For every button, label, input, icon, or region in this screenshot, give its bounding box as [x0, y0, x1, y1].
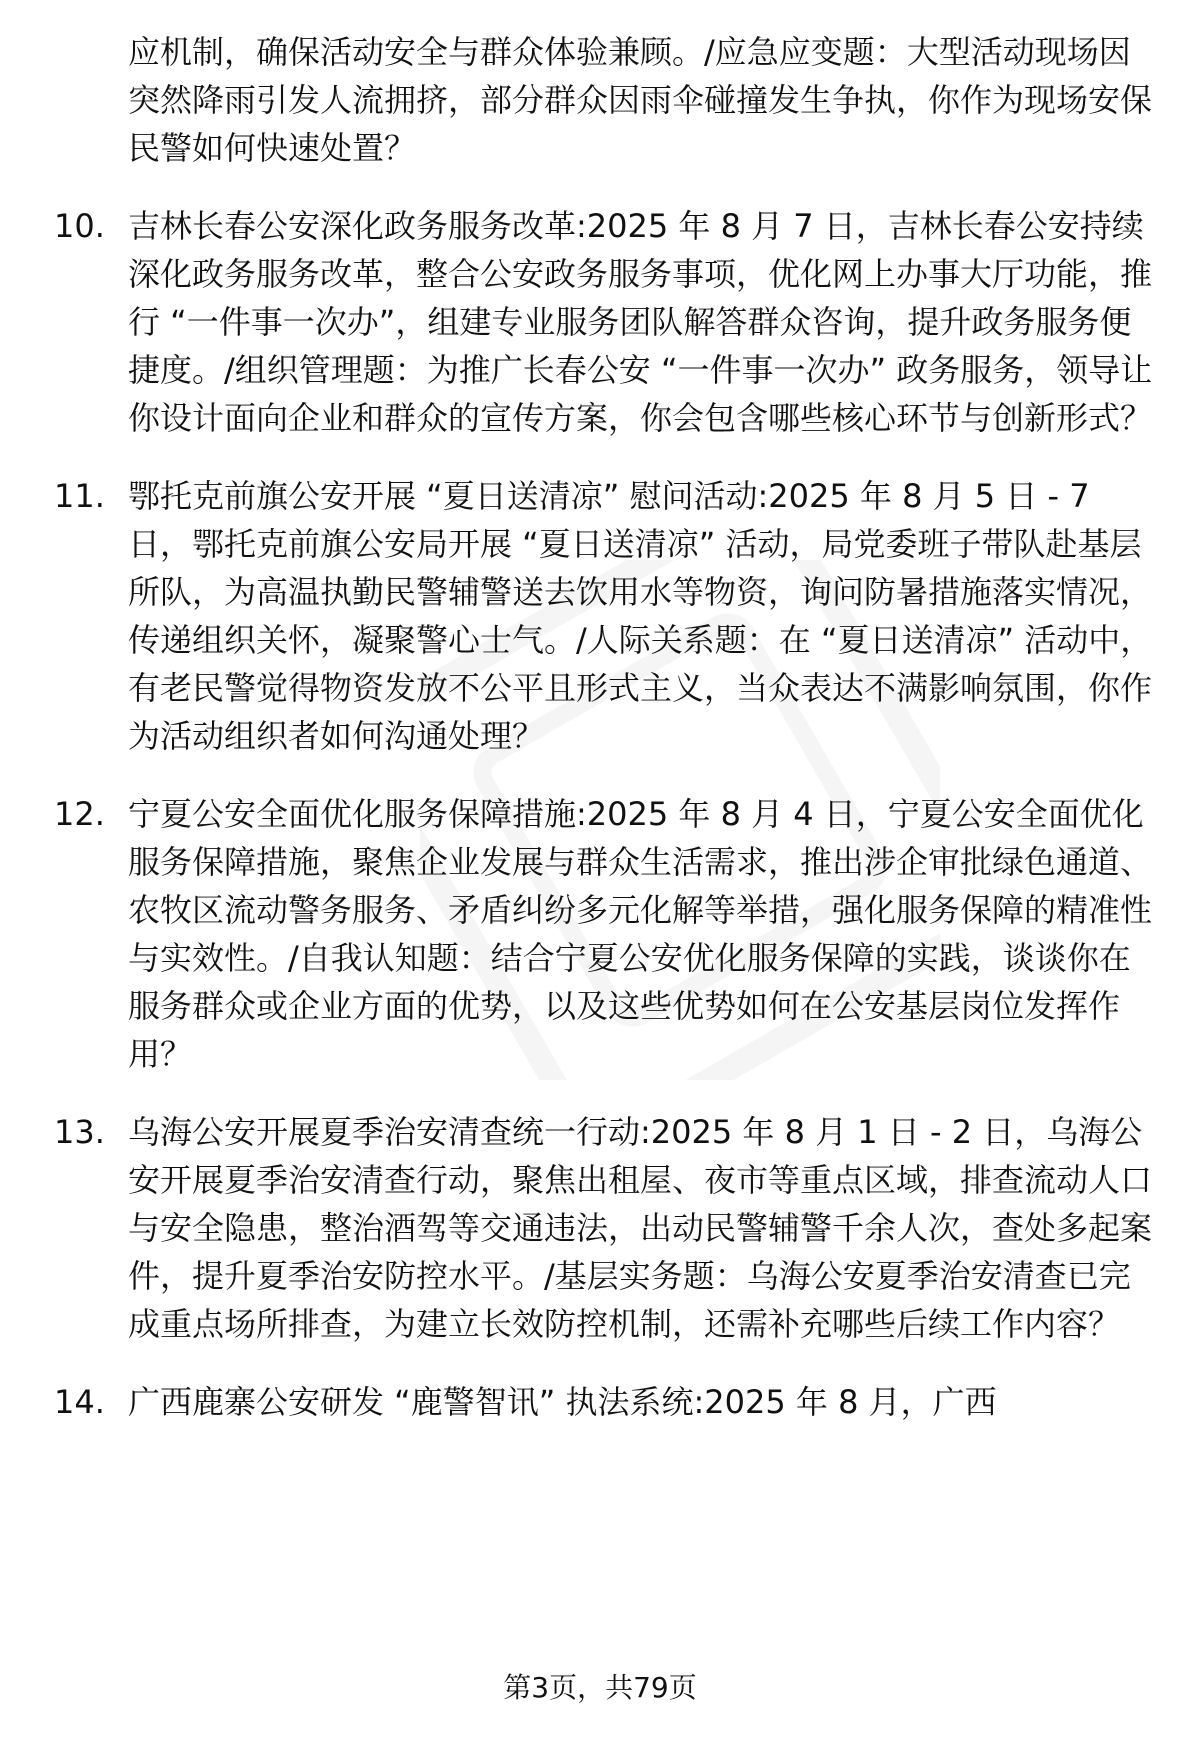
list-item-number: 12. — [54, 795, 105, 833]
list-item-number: 13. — [54, 1113, 105, 1151]
list-item-text: 乌海公安开展夏季治安清查统一行动:2025 年 8 月 1 日 - 2 日，乌海公安开展夏季治安清查行动，聚焦出租屋、夜市等重点区域，排查流动人口与安全隐患，整治酒驾等交通违法，出动民警辅警千余人次，查处多起案件，提升夏季治安防控水平。/基层实务题：乌海公安夏季治安清查已完成重点场所排查，为建立长效防控机制，还需补充哪些后续工作内容？ — [128, 1113, 1153, 1343]
list-item — [0, 472, 1200, 760]
page-footer: 第3页，共79页 — [503, 1671, 697, 1704]
list-item-text: 吉林长春公安深化政务服务改革:2025 年 8 月 7 日，吉林长春公安持续深化政务服务改革，整合公安政务服务事项，优化网上办事大厅功能，推行 “一件事一次办”，组建专业服务团队解答群众咨询，提升政务服务便捷度。/组织管理题：为推广长春公安 “一件事一次办” 政务服务，领导让你设计面向企业和群众的宣传方案，你会包含哪些核心环节与创新形式？ — [128, 207, 1153, 437]
list-item-number: 11. — [54, 477, 105, 515]
list-item — [0, 1378, 1200, 1426]
list-item-text: 宁夏公安全面优化服务保障措施:2025 年 8 月 4 日，宁夏公安全面优化服务保障措施，聚焦企业发展与群众生活需求，推出涉企审批绿色通道、农牧区流动警务服务、矛盾纠纷多元化解等举措，强化服务保障的精准性与实效性。/自我认知题：结合宁夏公安优化服务保障的实践，谈谈你在服务群众或企业方面的优势，以及这些优势如何在公安基层岗位发挥作用？ — [128, 795, 1153, 1073]
list-item — [0, 202, 1200, 442]
list-item — [0, 790, 1200, 1078]
list-item-number: 10. — [54, 207, 105, 245]
list-item-text: 广西鹿寨公安研发 “鹿警智讯” 执法系统:2025 年 8 月，广西 — [128, 1383, 997, 1421]
list-item — [0, 1108, 1200, 1348]
document-body — [0, 28, 1200, 1426]
continued-paragraph: 应机制，确保活动安全与群众体验兼顾。/应急应变题：大型活动现场因突然降雨引发人流拥挤，部分群众因雨伞碰撞发生争执，你作为现场安保民警如何快速处置？ — [128, 33, 1153, 167]
list-item-number: 14. — [54, 1383, 105, 1421]
list-item-text: 鄂托克前旗公安开展 “夏日送清凉” 慰问活动:2025 年 8 月 5 日 - 7 日，鄂托克前旗公安局开展 “夏日送清凉” 活动，局党委班子带队赴基层所队，为高温执勤民警辅警送去饮用水等物资，询问防暑措施落实情况，传递组织关怀，凝聚警心士气。/人际关系题：在 “夏日送清凉” 活动中，有老民警觉得物资发放不公平且形式主义，当众表达不满影响氛围，你作为活动组织者如何沟通处理？ — [128, 477, 1153, 755]
